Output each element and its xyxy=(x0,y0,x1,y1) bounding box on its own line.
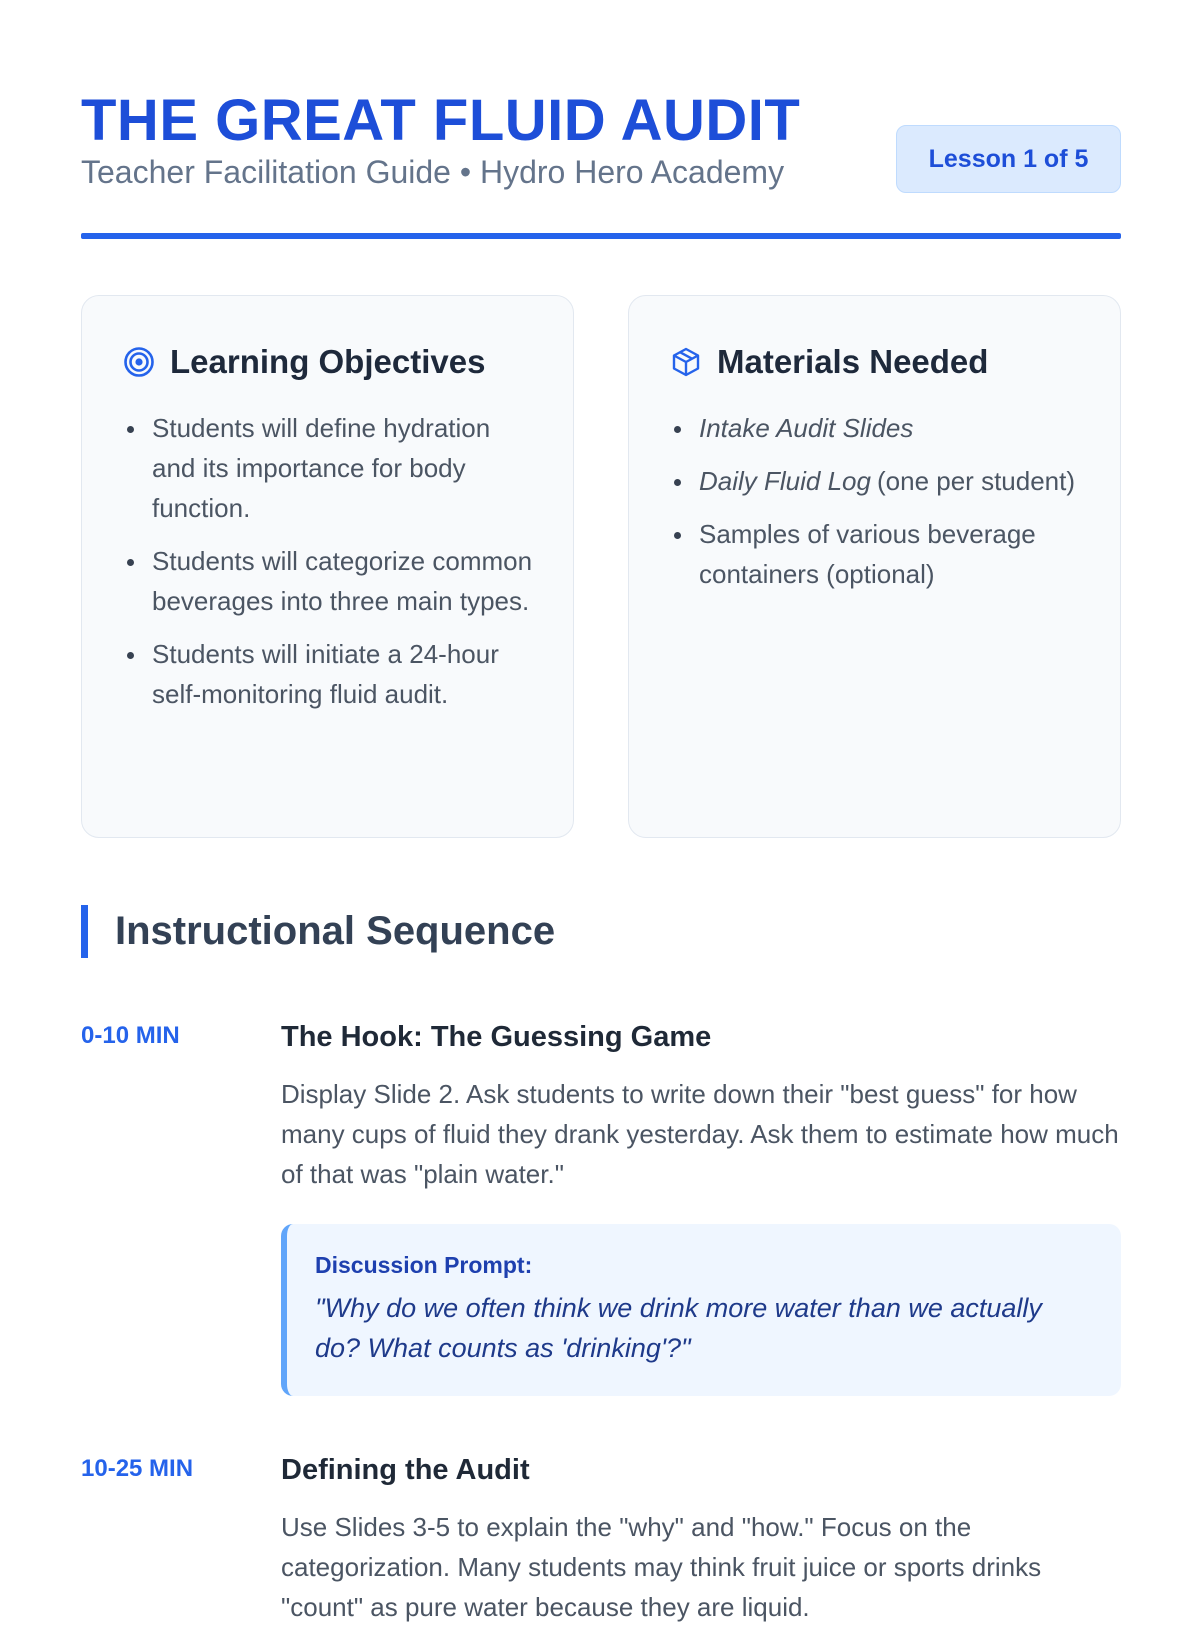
list-item: Samples of various beverage containers (optional) xyxy=(669,514,1080,594)
step-time: 0-10 MIN xyxy=(81,1022,180,1049)
materials-needed-card xyxy=(628,295,1121,838)
step-title: The Hook: The Guessing Game xyxy=(281,1021,712,1053)
section-heading xyxy=(81,905,555,958)
page-subtitle: Teacher Facilitation Guide • Hydro Hero Academy xyxy=(81,154,785,190)
list-item: Intake Audit Slides xyxy=(669,408,1080,448)
lesson-guide-page xyxy=(81,0,1121,1622)
objectives-title: Learning Objectives xyxy=(170,343,486,380)
box-icon xyxy=(669,345,703,379)
step-text: Display Slide 2. Ask students to write down their "best guess" for how many cups of fluid they drank yesterday. Ask them to estimate how much of that was "plain water." xyxy=(281,1079,1119,1189)
objectives-list xyxy=(122,408,533,714)
prompt-text: "Why do we often think we drink more water than we actually do? What counts as 'drinking'?" xyxy=(315,1293,1042,1363)
header-divider xyxy=(81,233,1121,239)
learning-objectives-card xyxy=(81,295,574,838)
step-time: 10-25 MIN xyxy=(81,1455,194,1482)
material-name: Daily Fluid Log xyxy=(699,466,871,496)
materials-list xyxy=(669,408,1080,594)
list-item: Students will categorize common beverages into three main types. xyxy=(122,541,533,621)
list-item xyxy=(669,461,1080,501)
materials-title: Materials Needed xyxy=(717,343,989,380)
prompt-label: Discussion Prompt: xyxy=(315,1252,533,1278)
list-item: Students will initiate a 24-hour self-monitoring fluid audit. xyxy=(122,634,533,714)
section-title: Instructional Sequence xyxy=(115,909,556,953)
discussion-prompt xyxy=(281,1224,1121,1396)
page-title: THE GREAT FLUID AUDIT xyxy=(81,88,801,153)
step-text: Use Slides 3-5 to explain the "why" and "how." Focus on the categorization. Many students may think fruit juice or sports drinks "count" as pure water because they are liquid. xyxy=(281,1512,1042,1622)
list-item: Students will define hydration and its importance for body function. xyxy=(122,408,533,528)
lesson-badge: Lesson 1 of 5 xyxy=(896,125,1121,193)
page-header xyxy=(81,78,1121,242)
step-title: Defining the Audit xyxy=(281,1454,530,1486)
material-note: (one per student) xyxy=(877,466,1076,496)
target-icon xyxy=(122,345,156,379)
